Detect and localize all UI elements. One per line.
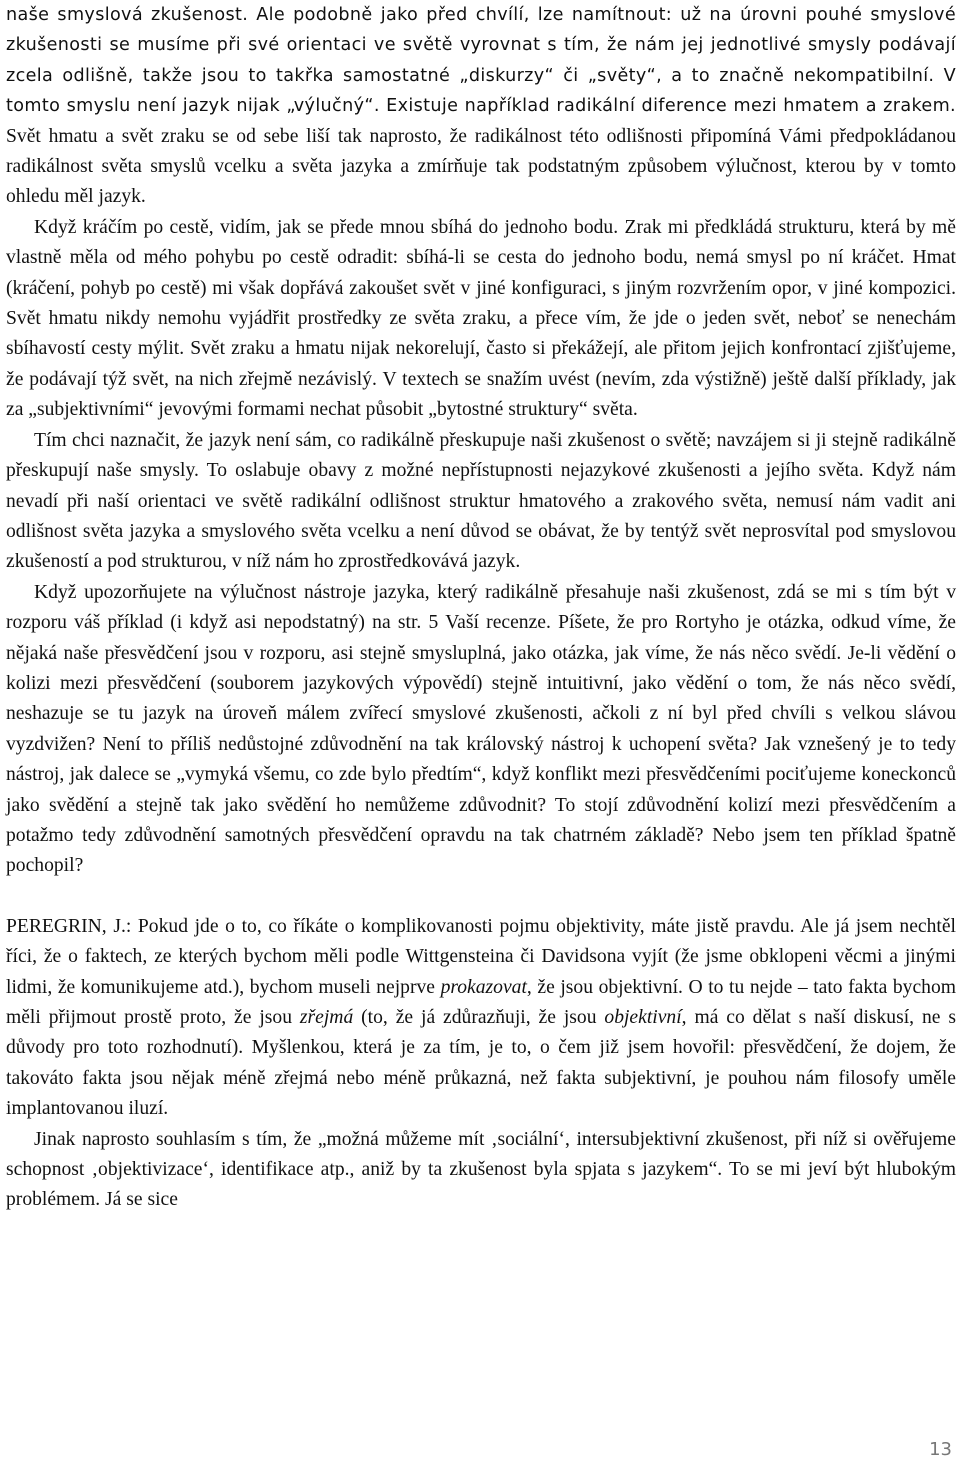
paragraph-3: Tím chci naznačit, že jazyk není sám, co radikálně přeskupuje naši zkušenost o světě; navzájem si ji stejně radikálně přeskupují naše smysly. To oslabuje obavy z možné nepřístupnosti nejazykové zkušenosti a jejího světa. Když nám nevadí při naší orientaci ve světě radikální odlišnost struktur hmatového a zrakového světa, nemusí nám vadit ani odlišnost světa jazyka a smyslového světa vcelku a není důvod se obávat, že by tentýž svět neprosvítal pod smyslovou zkušeností a pod strukturou, v níž nám ho zprostředkovává jazyk. [6, 429, 956, 573]
paragraph-2: Když kráčím po cestě, vidím, jak se přede mnou sbíhá do jednoho bodu. Zrak mi předkládá strukturu, která by mě vlastně měla od mého pohybu po cestě odradit: sbíhá-li se cesta do jednoho bodu, nemá smysl po ní kráčet. Hmat (kráčení, pohyb po cestě) mi však dopřává zakoušet svět v jiné konfiguraci, s jiným rozvržením opor, v jiné kompozici. Svět hmatu nikdy nemohu vyjádřit prostředky ze světa zraku, a přece vím, že jde o jeden svět, neboť se nenechám sbíhavostí cesty mýlit. Svět zraku a hmatu nijak nekorelují, často si překážejí, ale přitom jejich konfrontací zjišťujeme, že podávají týž svět, na nich zřejmě nezávislý. V textech se snažím uvést (nevím, zda výstižně) ještě další příklady, jak za „subjektivními“ jevovými formami nechat působit „bytostné struktury“ světa. [6, 216, 956, 421]
speaker-name: PEREGRIN, J. [6, 915, 126, 937]
emphasis-objektivni: objektivní [604, 1007, 682, 1028]
paragraph-5-text-3: (to, že já zdůrazňuji, že jsou [353, 1007, 605, 1028]
paragraph-1-serif-part: Svět hmatu a svět zraku se od sebe liší tak naprosto, že radikálnost této odlišnosti připomíná Vámi předpokládanou radikálnost světa smyslů vcelku a světa jazyka a zmírňuje tak podstatným způsobem výlučnost, kterou by v tomto ohledu měl jazyk. [6, 125, 956, 208]
paragraph-1 [6, 0, 956, 213]
emphasis-prokazovat: prokazovat [440, 976, 527, 998]
page-number: 13 [929, 1439, 952, 1460]
paragraph-1-sans-part: naše smyslová zkušenost. Ale podobně jako před chvílí, lze namítnout: už na úrovni pouhé smyslové zkušenosti se musíme při své orientaci ve světě vyrovnat s tím, že nám jej jednotlivé smysly podávají zcela odlišně, takže jsou to takřka samostatné „diskurzy“ či „světy“, a to značně nekompatibilní. V tomto smyslu není jazyk nijak „výlučný“. Existuje například radikální diference mezi hmatem a zrakem. [6, 5, 956, 117]
paragraph-5 [6, 912, 956, 1125]
paragraph-4: Když upozorňujete na výlučnost nástroje jazyka, který radikálně přesahuje naši zkušenost, zdá se mi s tím být v rozporu váš příklad (i když asi nepodstatný) na str. 5 Vaší recenze. Píšete, že pro Rortyho je otázka, odkud víme, že nějaká naše přesvědčení jsou v rozporu, asi stejně smysluplná, jako otázka, jak víme, že nás něco svědí. Je-li vědění o kolizi mezi přesvědčení (souborem jazykových výpovědí) stejně intuitivní, jako vědění o tom, že nás něco svědí, neshazuje se tu jazyk na úroveň málem zvířecí smyslové zkušenosti, ačkoli z ní byl před chvíli s velkou slávou vyzdvižen? Není to příliš nedůstojné zdůvodnění na tak královský nástroj k uchopení světa? Jak vznešený je to tedy nástroj, jak dalece se „vymyká všemu, co zde bylo předtím“, když konflikt mezi přesvědčeními pociťujeme koneckonců jako svědění a stejně tak jako svědění ho nemůžeme zdůvodnit? To stojí zdůvodnění kolizí mezi přesvědčením a potažmo tedy zdůvodnění samotných přesvědčení opravdu na tak chatrném základě? Nebo jsem ten příklad špatně pochopil? [6, 581, 956, 877]
paragraph-5-text-2: , že jsou objektivní. O to tu nejde – tato fakta bychom měli přijmout prostě proto, že jsou [6, 976, 956, 1028]
emphasis-zrejma: zřejmá [299, 1007, 354, 1028]
paragraph-6: Jinak naprosto souhlasím s tím, že „možná můžeme mít ‚sociální‘, intersubjektivní zkušenost, při níž si ověřujeme schopnost ‚objektivizace‘, identifikace atp., aniž by ta zkušenost byla spjata s jazykem“. To se mi jeví být hlubokým problémem. Já se sice [6, 1128, 956, 1211]
paragraph-gap [6, 882, 956, 912]
paragraph-5-text-1: : Pokud jde o to, co říkáte o komplikovanosti pojmu objektivity, máte jistě pravdu. Ale já jsem nechtěl říci, že o faktech, ze kterých bychom měli podle Wittgensteina či Davidsona vyjít (že jsme obklopeni věcmi a jinými lidmi, že komunikujeme atd.), bychom museli nejprve [6, 915, 956, 998]
paragraph-5-text-4: , má co dělat s naší diskusí, ne s důvody pro toto rozhodnutí). Myšlenkou, která je za tím, je to, o čem již jsem hovořil: přesvědčení, že dojem, že takováto fakta jsou nějak méně zřejmá nebo méně průkazná, než fakta subjektivní, je pouhou nám filosofy uměle implantovanou iluzí. [6, 1007, 956, 1120]
document-page [6, 0, 956, 1216]
